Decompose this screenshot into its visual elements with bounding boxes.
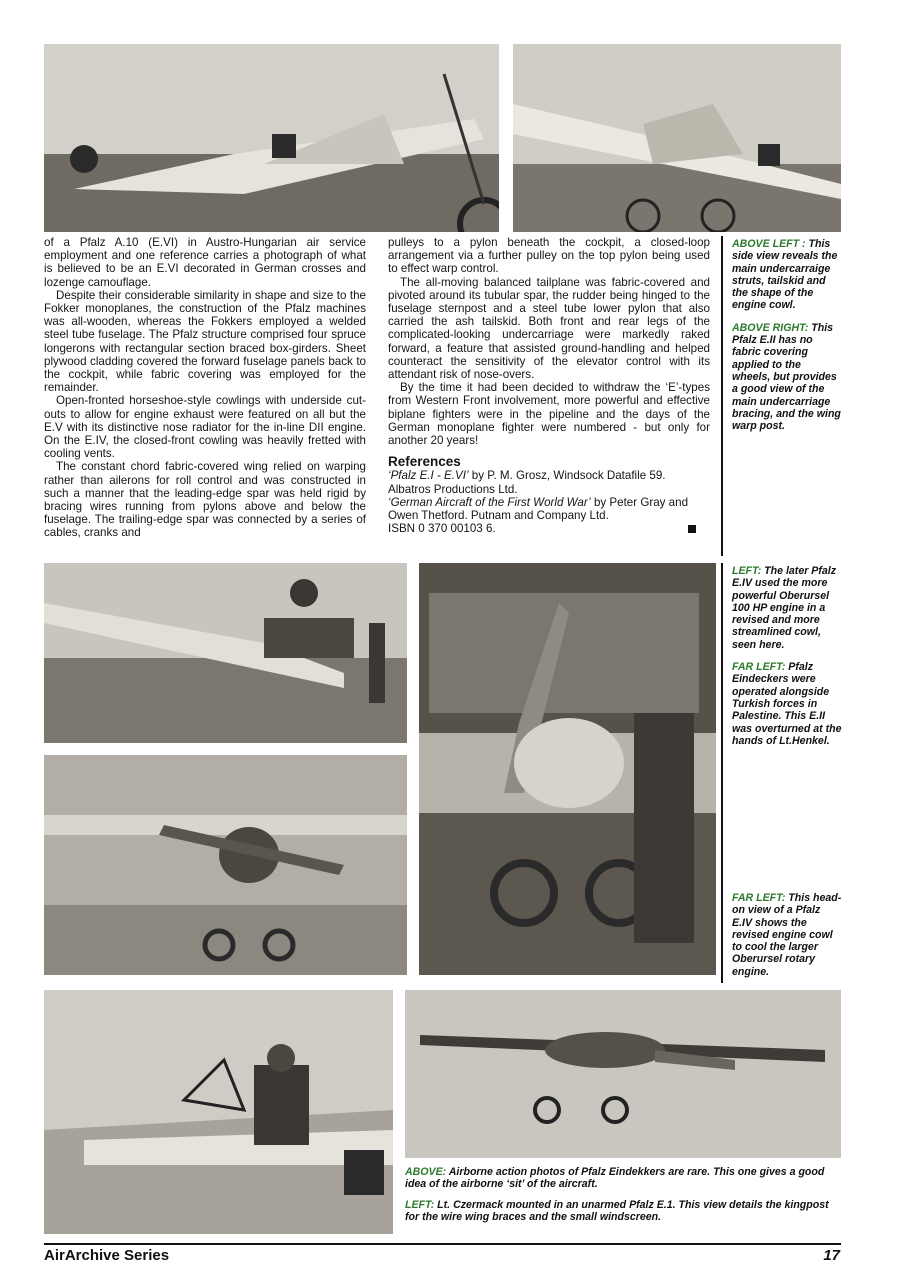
reference-text: by Peter Gray and Owen Thetford. Putnam and Company Ltd. <box>388 495 689 523</box>
body-column-left <box>44 236 366 540</box>
photo-side-view <box>44 44 499 232</box>
body-paragraph: By the time it had been decided to withdraw the ‘E’-types from Western Front involvement, more powerful and effective biplane fighters were in the pipeline and the days of the German monoplane fighter were numbered - but only for another 20 years! <box>388 381 710 448</box>
reference-title: ‘German Aircraft of the First World War’ <box>388 495 591 509</box>
end-mark-icon <box>688 525 696 533</box>
caption-text: This side view reveals the main undercarraige struts, tailskid and the shape of the engine cowl. <box>732 238 838 312</box>
caption-above-left <box>732 238 842 312</box>
photo-airborne <box>405 990 841 1158</box>
caption-label: ABOVE LEFT : <box>732 238 806 250</box>
reference-item <box>388 469 710 495</box>
photo-pfalz-e4-pilot <box>419 563 716 975</box>
reference-item <box>388 496 710 522</box>
caption-label: FAR LEFT: <box>732 892 786 904</box>
caption-left-czermack <box>405 1199 841 1224</box>
caption-label: LEFT: <box>405 1198 435 1211</box>
body-column-right <box>388 236 710 535</box>
caption-label: ABOVE RIGHT: <box>732 321 809 334</box>
caption-text: Lt. Czermack mounted in an unarmed Pfalz E.1. This view details the kingpost for the wire wing braces and the small windscreen. <box>405 1198 829 1223</box>
caption-text: Airborne action photos of Pfalz Eindekkers are rare. This one gives a good idea of the airborne ‘sit’ of the aircraft. <box>405 1166 825 1191</box>
isbn-text: ISBN 0 370 00103 6. <box>388 522 496 536</box>
footer-rule <box>44 1243 841 1245</box>
caption-text: This head-on view of a Pfalz E.IV shows the revised engine cowl to cool the larger Oberursel rotary engine. <box>732 892 842 978</box>
caption-divider <box>721 563 723 983</box>
reference-title: ‘Pfalz E.I - E.VI’ <box>388 469 469 483</box>
photo-uncovered-wheels <box>513 44 841 232</box>
caption-far-left <box>732 661 842 747</box>
body-paragraph: pulleys to a pylon beneath the cockpit, a closed-loop arrangement via a further pulley on the top pylon being used to effect warp control. <box>388 236 710 276</box>
photo-czermack-cockpit <box>44 990 393 1234</box>
caption-above <box>405 1166 841 1191</box>
caption-bottom <box>405 1166 841 1231</box>
page-number: 17 <box>823 1247 840 1264</box>
caption-top <box>732 238 842 442</box>
series-title: AirArchive Series <box>44 1247 170 1264</box>
body-paragraph: Despite their considerable similarity in shape and size to the Fokker monoplanes, the construction of the Pfalz machines was all-wooden, whereas the Fokkers employed a welded steel tube fuselage. The Pfalz structure comprised four spruce longerons with rectangular section braced box-girders. Sheet plywood cladding covered the forward fuselage panels back to the cockpit, while fabric covering was employed for the remainder. <box>44 288 366 395</box>
reference-text: by P. M. Grosz, Windsock Datafile 59. Albatros Productions Ltd. <box>388 469 666 496</box>
caption-far-left-head-on <box>732 892 842 978</box>
references-heading: References <box>388 454 461 470</box>
body-paragraph: of a Pfalz A.10 (E.VI) in Austro-Hungarian air service employment and one reference carries a photograph of what is believed to be an E.VI decorated in German crosses and lozenge camouflage. <box>44 236 366 289</box>
caption-label: ABOVE: <box>405 1166 447 1178</box>
caption-divider <box>721 236 723 556</box>
body-paragraph: The all-moving balanced tailplane was fabric-covered and pivoted around its tubular spar, the rudder being hinged to the fuselage sternpost and a steel tube lower pylon that also carried the ash tailskid. Both front and rear legs of the complicated-looking undercarriage were markedly raked forward, a feature that assisted ground-handling and helped counteract the sensitivity of the elevator control with its attendant risk of nose-overs. <box>388 275 710 382</box>
caption-text: The later Pfalz E.IV used the more powerful Oberursel 100 HP engine in a revised and more streamlined cowl, seen here. <box>732 565 837 651</box>
reference-isbn <box>388 522 710 535</box>
caption-label: FAR LEFT: <box>732 661 786 674</box>
caption-label: LEFT: <box>732 565 762 577</box>
photo-overturned-e2 <box>44 563 407 743</box>
caption-lower <box>732 892 842 988</box>
caption-text: This Pfalz E.II has no fabric covering applied to the wheels, but provides a good view of the main undercarriage bracing, and the wing warp post. <box>732 321 841 433</box>
body-paragraph: Open-fronted horseshoe-style cowlings with underside cut-outs to allow for engine exhaust were featured on all but the E.V with its distinctive nose radiator for the in-line DII engine. On the E.IV, the closed-front cowling was heavily fretted with cooling vents. <box>44 394 366 461</box>
caption-text: Pfalz Eindeckers were operated alongside Turkish forces in Palestine. This E.II was overturned at the hands of Lt.Henkel. <box>732 661 842 747</box>
caption-left <box>732 565 842 651</box>
body-paragraph: The constant chord fabric-covered wing relied on warping rather than ailerons for roll control and was constructed in such a manner that the leading-edge spar was held rigid by bracing wires running from pylons above and below the fuselage. The trailing-edge spar was connected by a series of cables, cranks and <box>44 460 366 540</box>
caption-above-right <box>732 322 842 433</box>
references-section <box>388 455 710 535</box>
photo-head-on-e4 <box>44 755 407 975</box>
caption-middle <box>732 565 842 757</box>
